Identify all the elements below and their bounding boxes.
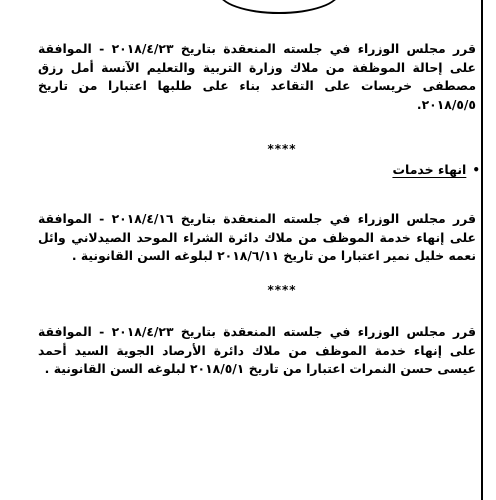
section-heading-service-termination xyxy=(392,161,480,179)
seal-emblem xyxy=(218,0,340,14)
termination-decision-paragraph-2: قرر مجلس الوزراء في جلسته المنعقدة بتاريخ ٢٠١٨/٤/٢٣ - الموافقة على إنهاء خدمة الموظف من ملاك دائرة الأرصاد الجوية السيد أحمد عيسى حسن النمرات اعتبارا من تاريخ ٢٠١٨/٥/١ لبلوغه السن القانونية . xyxy=(38,324,476,376)
termination-decision-paragraph-1: قرر مجلس الوزراء في جلسته المنعقدة بتاريخ ٢٠١٨/٤/١٦ - الموافقة على إنهاء خدمة الموظف من ملاك دائرة الشراء الموحد الصيدلاني وائل نعمه خليل نمير اعتبارا من تاريخ ٢٠١٨/٦/١١ لبلوغه السن القانونية . xyxy=(38,211,476,263)
section-heading-text: انهاء خدمات xyxy=(392,162,467,177)
retirement-decision-paragraph: قرر مجلس الوزراء في جلسته المنعقدة بتاريخ ٢٠١٨/٤/٢٣ - الموافقة على إحالة الموظفة من ملاك وزارة التربية والتعليم الآنسة أمل رزق مصطفى خريسات على التقاعد بناء على طلبها اعتبارا من تاريخ ٢٠١٨/٥/٥. xyxy=(38,41,476,112)
page-border-line xyxy=(481,0,483,500)
bullet-icon: • xyxy=(472,163,480,177)
section-separator: **** xyxy=(267,142,297,156)
section-separator: **** xyxy=(267,283,297,297)
